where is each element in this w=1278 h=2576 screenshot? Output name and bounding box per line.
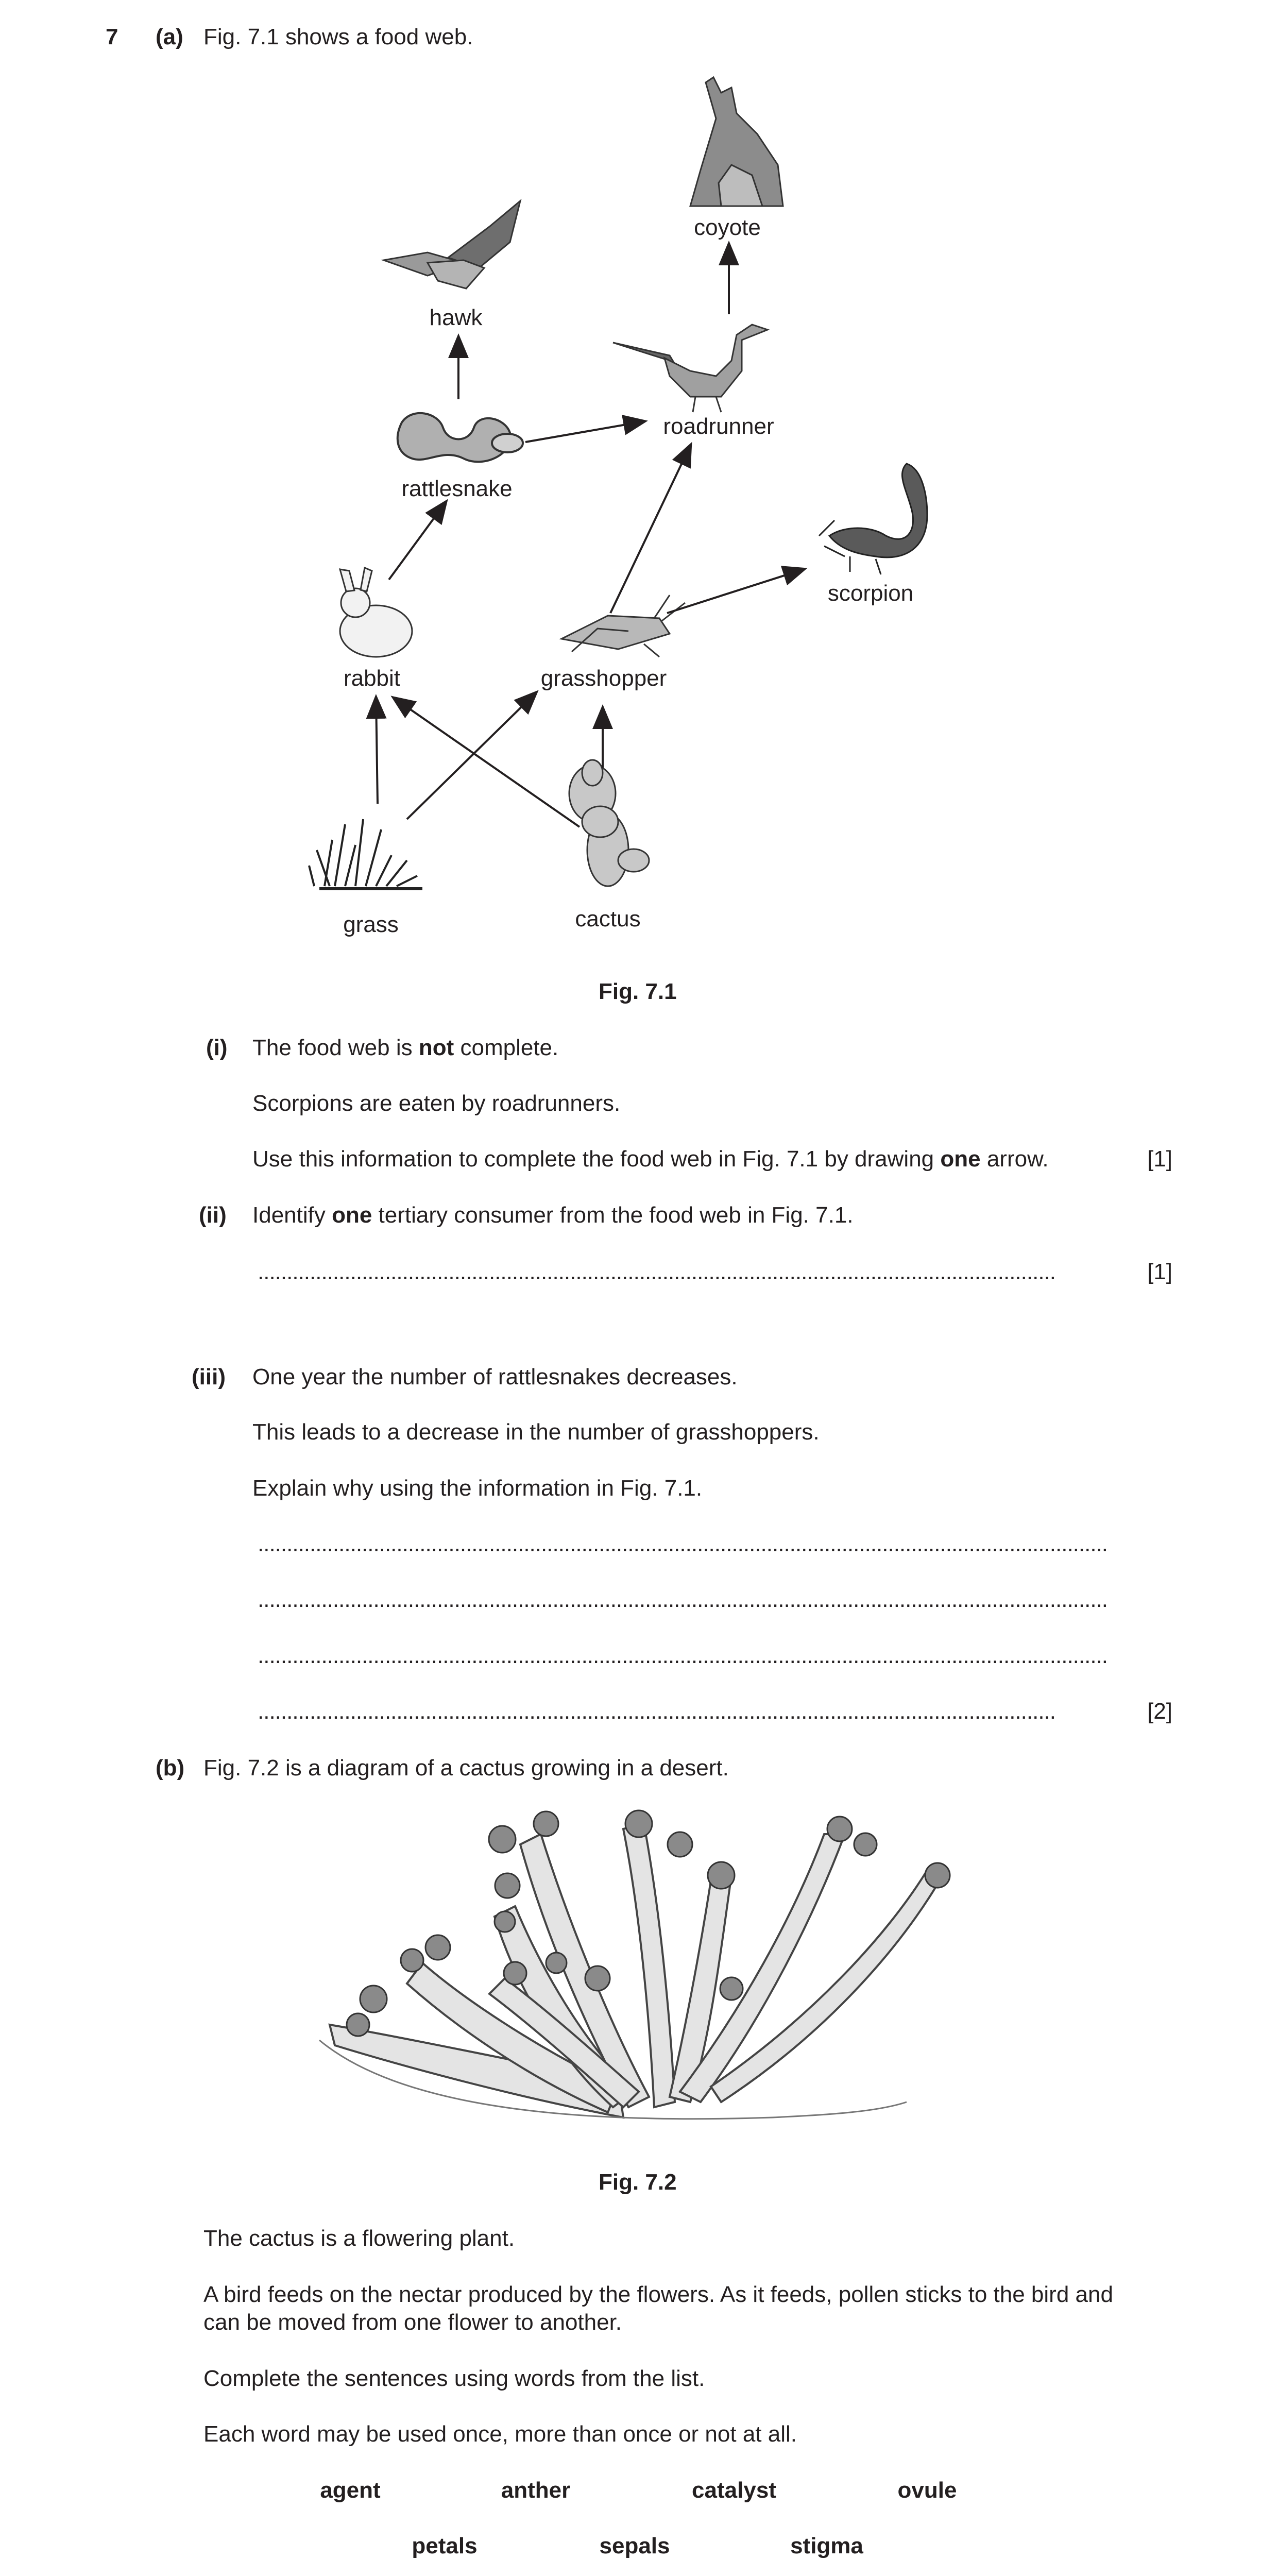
word-petals: petals	[412, 2533, 478, 2558]
part-iii-line1: One year the number of rattlesnakes decreases.	[252, 1364, 738, 1389]
rattlesnake-illustration	[398, 413, 523, 462]
food-web-arrows	[376, 245, 804, 827]
part-ii-label: (ii)	[199, 1202, 227, 1228]
question-number: 7	[106, 24, 118, 49]
part-i-label: (i)	[206, 1035, 228, 1060]
label-rabbit: rabbit	[343, 666, 401, 691]
coyote-illustration	[690, 77, 783, 206]
label-coyote: coyote	[694, 215, 761, 240]
part-a-label: (a)	[156, 24, 183, 49]
part-b-intro: Fig. 7.2 is a diagram of a cactus growing in a desert.	[203, 1755, 729, 1781]
part-ii-answer-line[interactable]: ..........................................................................................................................................	[258, 1259, 1055, 1284]
food-web-diagram	[0, 0, 1278, 989]
part-b-paragraph-4: Each word may be used once, more than once or not at all.	[203, 2421, 797, 2447]
grasshopper-illustration	[561, 595, 685, 657]
cactus-illustration	[569, 760, 649, 886]
part-b-paragraph-2-line-1: A bird feeds on the nectar produced by the flowers. As it feeds, pollen sticks to the bird and	[203, 2282, 1113, 2307]
scorpion-illustration	[819, 464, 927, 574]
figure-7-2-caption: Fig. 7.2	[599, 2170, 677, 2195]
part-iii-answer-line-1[interactable]: ...................................................................................................................................................	[258, 1531, 1108, 1556]
part-b-paragraph-1: The cactus is a flowering plant.	[203, 2226, 515, 2251]
label-grass: grass	[343, 912, 399, 937]
part-iii-label: (iii)	[192, 1364, 226, 1389]
part-a-intro: Fig. 7.1 shows a food web.	[203, 24, 473, 49]
part-iii-marks: [2]	[1147, 1699, 1172, 1724]
label-rattlesnake: rattlesnake	[401, 476, 513, 501]
label-roadrunner: roadrunner	[663, 414, 774, 439]
word-stigma: stigma	[790, 2533, 863, 2558]
part-i-line3: Use this information to complete the food web in Fig. 7.1 by drawing one arrow.	[252, 1146, 1049, 1172]
roadrunner-illustration	[613, 325, 768, 412]
part-b-paragraph-3: Complete the sentences using words from the list.	[203, 2366, 705, 2391]
hawk-illustration	[384, 201, 520, 289]
word-ovule: ovule	[897, 2478, 957, 2503]
label-hawk: hawk	[429, 305, 483, 330]
word-catalyst: catalyst	[692, 2478, 776, 2503]
part-i-line1: The food web is not complete.	[252, 1035, 559, 1060]
part-b-label: (b)	[156, 1755, 185, 1781]
word-sepals: sepals	[599, 2533, 670, 2558]
word-agent: agent	[320, 2478, 381, 2503]
word-anther: anther	[501, 2478, 571, 2503]
part-i-marks: [1]	[1147, 1146, 1172, 1172]
part-iii-answer-line-3[interactable]: ...................................................................................................................................................	[258, 1643, 1108, 1668]
part-i-line2: Scorpions are eaten by roadrunners.	[252, 1091, 621, 1116]
part-ii-question: Identify one tertiary consumer from the food web in Fig. 7.1.	[252, 1202, 854, 1228]
part-ii-marks: [1]	[1147, 1259, 1172, 1284]
part-iii-answer-line-4[interactable]: ..........................................................................................................................................	[258, 1699, 1055, 1724]
label-scorpion: scorpion	[827, 581, 914, 606]
label-cactus: cactus	[575, 906, 641, 931]
figure-7-1-caption: Fig. 7.1	[599, 979, 677, 1004]
part-b-paragraph-2-line-2: can be moved from one flower to another.	[203, 2310, 622, 2335]
grass-illustration	[309, 819, 422, 889]
part-iii-line2: This leads to a decrease in the number of grasshoppers.	[252, 1419, 820, 1445]
label-grasshopper: grasshopper	[540, 666, 667, 691]
part-iii-line3: Explain why using the information in Fig. 7.1.	[252, 1476, 703, 1501]
part-iii-answer-line-2[interactable]: ...................................................................................................................................................	[258, 1587, 1108, 1612]
rabbit-illustration	[340, 568, 412, 657]
